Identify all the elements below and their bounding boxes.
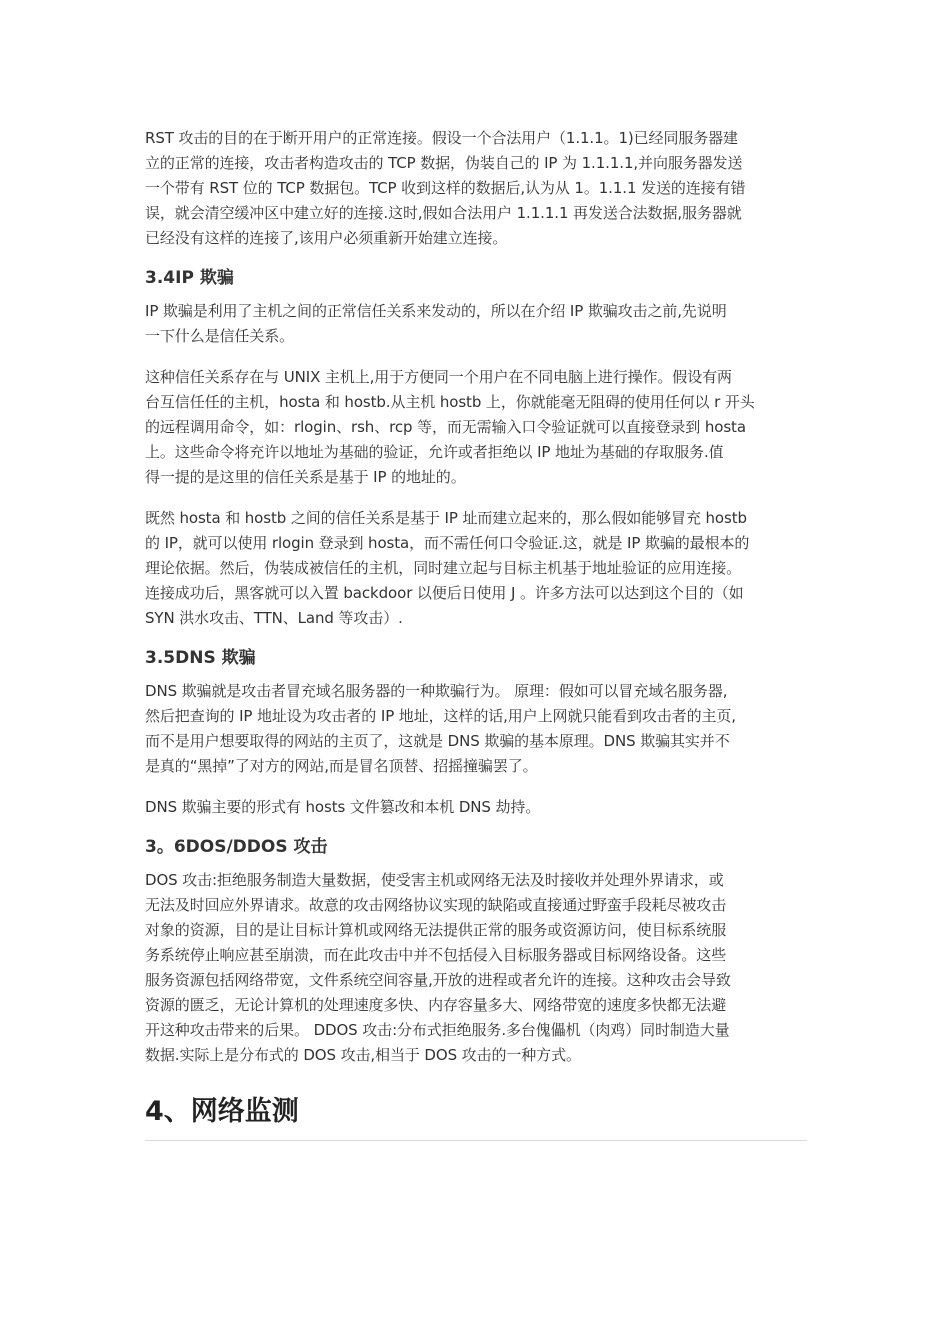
text-line: 台互信任任的主机，hosta 和 hostb.从主机 hostb 上，你就能毫无阻碍的使用任何以 r 开头	[145, 393, 755, 411]
text-line: 对象的资源，目的是让目标计算机或网络无法提供正常的服务或资源访问，使目标系统服	[145, 921, 727, 939]
text-line: 连接成功后，黑客就可以入置 backdoor 以便后日使用 J 。许多方法可以达到这个目的（如	[145, 584, 744, 602]
text-line: 这种信任关系存在与 UNIX 主机上,用于方便同一个用户在不同电脑上进行操作。假设有两	[145, 368, 732, 386]
text-line: 务系统停止响应甚至崩溃，而在此攻击中并不包括侵入目标服务器或目标网络设备。这些	[145, 946, 727, 964]
text-line: 的 IP，就可以使用 rlogin 登录到 hosta，而不需任何口令验证.这，就是 IP 欺骗的最根本的	[145, 534, 750, 552]
ip-spoof-paragraph-1	[145, 299, 807, 349]
ip-spoof-paragraph-2	[145, 365, 807, 490]
text-line: 一个带有 RST 位的 TCP 数据包。TCP 收到这样的数据后,认为从 1。1.1.1 发送的连接有错	[145, 179, 746, 197]
text-line: 然后把查询的 IP 地址设为攻击者的 IP 地址，这样的话,用户上网就只能看到攻击者的主页,	[145, 707, 736, 725]
text-line: 资源的匮乏，无论计算机的处理速度多快、内存容量多大、网络带宽的速度多快都无法避	[145, 996, 727, 1014]
dns-spoof-paragraph-2	[145, 795, 807, 820]
text-line: 的远程调用命令，如：rlogin、rsh、rcp 等，而无需输入口令验证就可以直接登录到 hosta	[145, 418, 746, 436]
rst-paragraph	[145, 126, 807, 251]
dos-heading: 3。6DOS/DDOS 攻击	[145, 837, 328, 857]
ip-spoof-heading: 3.4IP 欺骗	[145, 268, 234, 288]
text-line: 得一提的是这里的信任关系是基于 IP 的地址的。	[145, 468, 466, 486]
dos-paragraph	[145, 868, 807, 1068]
text-line: 数据.实际上是分布式的 DOS 攻击,相当于 DOS 攻击的一种方式。	[145, 1046, 581, 1064]
text-line: 一下什么是信任关系。	[145, 327, 295, 345]
dns-spoof-heading: 3.5DNS 欺骗	[145, 648, 256, 668]
text-line: 误，就会清空缓冲区中建立好的连接.这时,假如合法用户 1.1.1.1 再发送合法数据,服务器就	[145, 204, 742, 222]
text-line: DNS 欺骗就是攻击者冒充域名服务器的一种欺骗行为。 原理：假如可以冒充域名服务器,	[145, 682, 728, 700]
text-line: 理论依据。然后，伪装成被信任的主机，同时建立起与目标主机基于地址验证的应用连接。	[145, 559, 742, 577]
dns-spoof-paragraph-1	[145, 679, 807, 779]
text-line: 无法及时回应外界请求。故意的攻击网络协议实现的缺陷或直接通过野蛮手段耗尽被攻击	[145, 896, 727, 914]
text-line: 立的正常的连接，攻击者构造攻击的 TCP 数据，伪装自己的 IP 为 1.1.1.1,并向服务器发送	[145, 154, 743, 172]
text-line: 既然 hosta 和 hostb 之间的信任关系是基于 IP 址而建立起来的，那么假如能够冒充 hostb	[145, 509, 747, 527]
text-line: 服务资源包括网络带宽，文件系统空间容量,开放的进程或者允许的连接。这种攻击会导致	[145, 971, 731, 989]
text-line: 开这种攻击带来的后果。 DDOS 攻击:分布式拒绝服务.多台傀儡机（肉鸡）同时制造大量	[145, 1021, 730, 1039]
text-line: 而不是用户想要取得的网站的主页了，这就是 DNS 欺骗的基本原理。DNS 欺骗其实并不	[145, 732, 730, 750]
text-line: SYN 洪水攻击、TTN、Land 等攻击）.	[145, 609, 403, 627]
document-body	[145, 126, 807, 1141]
text-line: IP 欺骗是利用了主机之间的正常信任关系来发动的，所以在介绍 IP 欺骗攻击之前,先说明	[145, 302, 727, 320]
text-line: 已经没有这样的连接了,该用户必须重新开始建立连接。	[145, 229, 508, 247]
text-line: DOS 攻击:拒绝服务制造大量数据，使受害主机或网络无法及时接收并处理外界请求，或	[145, 871, 724, 889]
text-line: 上。这些命令将充许以地址为基础的验证，允许或者拒绝以 IP 地址为基础的存取服务.值	[145, 443, 724, 461]
network-monitoring-heading: 4、网络监测	[145, 1092, 807, 1141]
text-line: RST 攻击的目的在于断开用户的正常连接。假设一个合法用户（1.1.1。1)已经同服务器建	[145, 129, 738, 147]
ip-spoof-paragraph-3	[145, 506, 807, 631]
text-line: DNS 欺骗主要的形式有 hosts 文件篡改和本机 DNS 劫持。	[145, 798, 541, 816]
text-line: 是真的“黑掉”了对方的网站,而是冒名顶替、招摇撞骗罢了。	[145, 757, 538, 775]
